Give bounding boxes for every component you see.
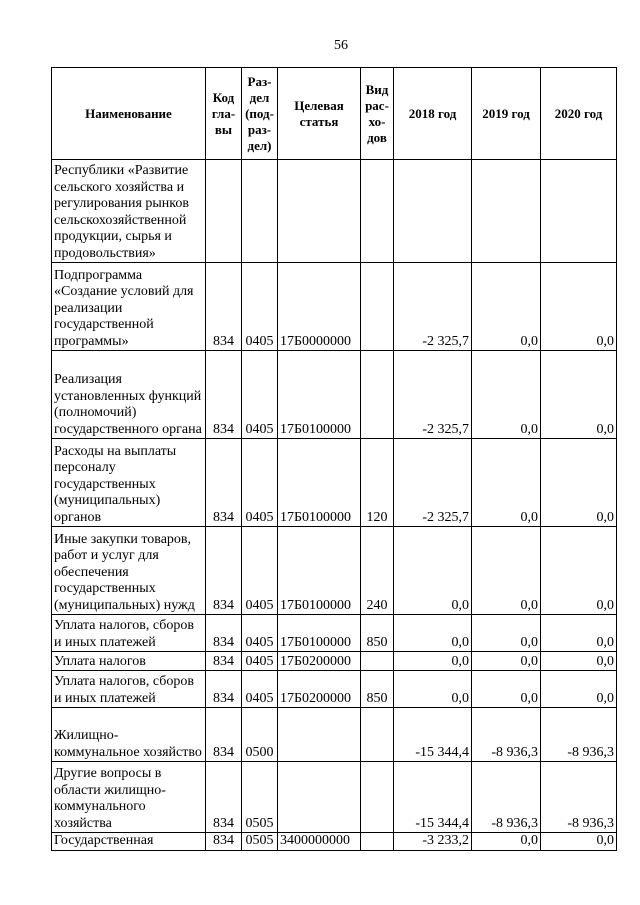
row-razdel: 0505 xyxy=(242,833,278,851)
row-name: Жилищно-коммунальное хозяйство xyxy=(52,708,206,762)
row-celevaya xyxy=(278,762,361,833)
row-celevaya: 3400000000 xyxy=(278,833,361,851)
row-name: Уплата налогов, сборов и иных платежей xyxy=(52,671,206,708)
row-glava: 834 xyxy=(206,527,242,615)
row-2019: -8 936,3 xyxy=(472,708,541,762)
row-glava: 834 xyxy=(206,762,242,833)
row-2019: 0,0 xyxy=(472,439,541,527)
row-2019 xyxy=(472,160,541,263)
header-2019: 2019 год xyxy=(472,68,541,160)
row-name: Республики «Развитие сельского хозяйства и регулирования рынков сельскохозяйственной продукции, сырья и продовольствия» xyxy=(52,160,206,263)
row-2020 xyxy=(541,160,617,263)
row-vid: 120 xyxy=(361,439,394,527)
row-vid: 850 xyxy=(361,671,394,708)
table-row xyxy=(52,160,617,263)
table-row xyxy=(52,615,617,652)
header-2018: 2018 год xyxy=(394,68,472,160)
row-name: Уплата налогов xyxy=(52,652,206,671)
row-celevaya: 17Б0100000 xyxy=(278,351,361,439)
row-vid xyxy=(361,160,394,263)
row-vid: 240 xyxy=(361,527,394,615)
row-name: Расходы на выплаты персоналу государственных (муниципальных) органов xyxy=(52,439,206,527)
row-glava: 834 xyxy=(206,351,242,439)
row-2019: 0,0 xyxy=(472,351,541,439)
row-glava: 834 xyxy=(206,439,242,527)
row-glava: 834 xyxy=(206,615,242,652)
row-celevaya xyxy=(278,708,361,762)
row-razdel: 0405 xyxy=(242,351,278,439)
row-celevaya xyxy=(278,160,361,263)
row-razdel: 0505 xyxy=(242,762,278,833)
row-glava: 834 xyxy=(206,263,242,351)
row-celevaya: 17Б0100000 xyxy=(278,527,361,615)
row-2019: 0,0 xyxy=(472,263,541,351)
header-razdel: Раз- дел (под- раз- дел) xyxy=(242,68,278,160)
row-razdel: 0405 xyxy=(242,652,278,671)
row-2019: 0,0 xyxy=(472,615,541,652)
row-glava: 834 xyxy=(206,652,242,671)
row-vid xyxy=(361,708,394,762)
table-row xyxy=(52,708,617,762)
row-vid xyxy=(361,652,394,671)
row-2020: -8 936,3 xyxy=(541,708,617,762)
row-glava: 834 xyxy=(206,671,242,708)
row-2018: -2 325,7 xyxy=(394,351,472,439)
row-name: Реализация установленных функций (полномочий) государственного органа xyxy=(52,351,206,439)
page-number: 56 xyxy=(334,38,348,53)
row-2019: 0,0 xyxy=(472,527,541,615)
row-name: Подпрограмма «Создание условий для реализации государственной программы» xyxy=(52,263,206,351)
header-glava: Код гла- вы xyxy=(206,68,242,160)
row-2020: 0,0 xyxy=(541,652,617,671)
row-celevaya: 17Б0100000 xyxy=(278,439,361,527)
table-row xyxy=(52,652,617,671)
row-vid xyxy=(361,351,394,439)
row-2019: -8 936,3 xyxy=(472,762,541,833)
row-razdel: 0500 xyxy=(242,708,278,762)
row-celevaya: 17Б0200000 xyxy=(278,671,361,708)
row-name: Уплата налогов, сборов и иных платежей xyxy=(52,615,206,652)
row-2018: -2 325,7 xyxy=(394,263,472,351)
row-2018: 0,0 xyxy=(394,671,472,708)
row-razdel xyxy=(242,160,278,263)
row-razdel: 0405 xyxy=(242,527,278,615)
row-celevaya: 17Б0100000 xyxy=(278,615,361,652)
row-name: Государственная xyxy=(52,833,206,851)
row-razdel: 0405 xyxy=(242,263,278,351)
row-2020: 0,0 xyxy=(541,263,617,351)
row-2020: 0,0 xyxy=(541,615,617,652)
header-vid: Вид рас- хо- дов xyxy=(361,68,394,160)
row-2019: 0,0 xyxy=(472,671,541,708)
row-2020: 0,0 xyxy=(541,527,617,615)
table-row xyxy=(52,762,617,833)
table-row xyxy=(52,527,617,615)
table-row xyxy=(52,671,617,708)
row-2018: -15 344,4 xyxy=(394,762,472,833)
row-razdel: 0405 xyxy=(242,439,278,527)
row-glava: 834 xyxy=(206,708,242,762)
row-glava: 834 xyxy=(206,833,242,851)
row-2020: 0,0 xyxy=(541,351,617,439)
row-celevaya: 17Б0000000 xyxy=(278,263,361,351)
header-2020: 2020 год xyxy=(541,68,617,160)
row-glava xyxy=(206,160,242,263)
row-2020: 0,0 xyxy=(541,439,617,527)
row-razdel: 0405 xyxy=(242,615,278,652)
row-vid: 850 xyxy=(361,615,394,652)
row-vid xyxy=(361,833,394,851)
table-row xyxy=(52,351,617,439)
row-2019: 0,0 xyxy=(472,833,541,851)
budget-table xyxy=(51,67,617,851)
row-vid xyxy=(361,263,394,351)
row-2018: 0,0 xyxy=(394,527,472,615)
row-2018: -15 344,4 xyxy=(394,708,472,762)
header-celevaya: Целевая статья xyxy=(278,68,361,160)
row-2018: 0,0 xyxy=(394,652,472,671)
row-2020: 0,0 xyxy=(541,833,617,851)
row-2018: 0,0 xyxy=(394,615,472,652)
table-row xyxy=(52,263,617,351)
row-name: Другие вопросы в области жилищно-коммунального хозяйства xyxy=(52,762,206,833)
row-2019: 0,0 xyxy=(472,652,541,671)
row-2018: -3 233,2 xyxy=(394,833,472,851)
row-celevaya: 17Б0200000 xyxy=(278,652,361,671)
row-razdel: 0405 xyxy=(242,671,278,708)
row-2020: 0,0 xyxy=(541,671,617,708)
row-vid xyxy=(361,762,394,833)
row-2018: -2 325,7 xyxy=(394,439,472,527)
header-name: Наименование xyxy=(52,68,206,160)
table-row xyxy=(52,439,617,527)
row-name: Иные закупки товаров, работ и услуг для обеспечения государственных (муниципальных) нужд xyxy=(52,527,206,615)
table-row xyxy=(52,833,617,851)
row-2018 xyxy=(394,160,472,263)
row-2020: -8 936,3 xyxy=(541,762,617,833)
header-row xyxy=(52,68,617,160)
